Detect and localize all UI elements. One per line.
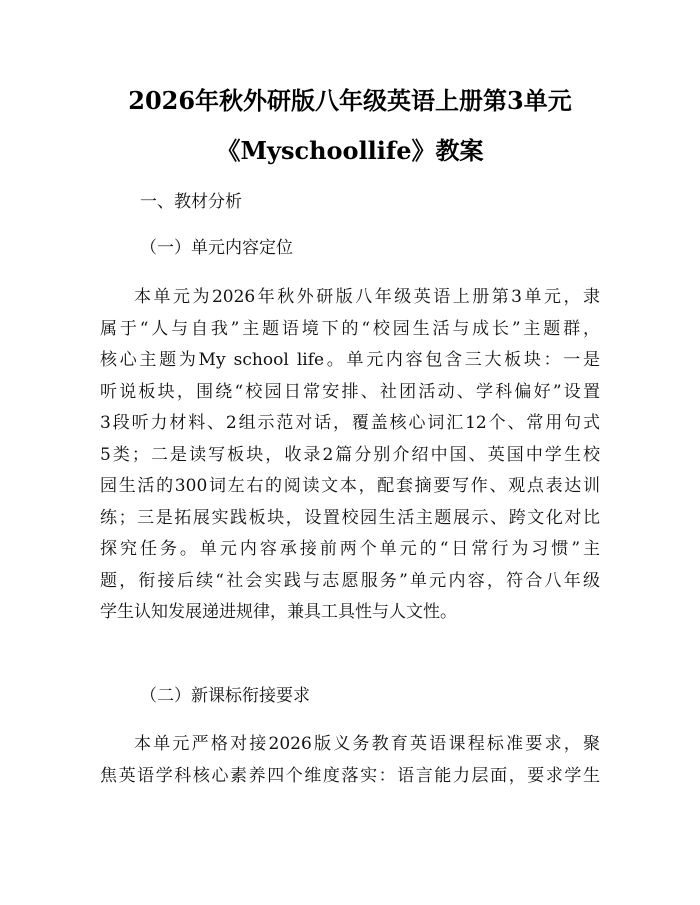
paragraph-curriculum-requirements (100, 729, 600, 792)
section-heading-textbook-analysis: 一、教材分析 (140, 192, 242, 212)
paragraph-line: 探究任务。单元内容承接前两个单元的“日常行为习惯”主 (100, 539, 600, 559)
paragraph-line: 焦英语学科核心素养四个维度落实：语言能力层面，要求学生 (100, 765, 600, 786)
paragraph-line: 学生认知发展递进规律，兼具工具性与人文性。 (100, 602, 457, 622)
paragraph-line: 5类；二是读写板块，收录2篇分别介绍中国、英国中学生校 (100, 444, 600, 465)
paragraph-line: 园生活的300词左右的阅读文本，配套摘要写作、观点表达训 (100, 476, 600, 496)
paragraph-line: 题，衔接后续“社会实践与志愿服务”单元内容，符合八年级 (100, 570, 600, 591)
paragraph-line: 本单元严格对接2026版义务教育英语课程标准要求，聚 (134, 734, 600, 754)
paragraph-line: 本单元为2026年秋外研版八年级英语上册第3单元，隶 (134, 287, 600, 307)
document-title-line-2: 《Myschoollife》教案 (216, 136, 484, 165)
paragraph-line: 听说板块，围绕“校园日常安排、社团活动、学科偏好”设置 (100, 381, 600, 402)
subsection-heading-curriculum-requirements: （二）新课标衔接要求 (140, 686, 310, 706)
paragraph-unit-positioning (100, 282, 600, 629)
subsection-heading-unit-positioning: （一）单元内容定位 (140, 238, 293, 258)
paragraph-line: 核心主题为My school life。单元内容包含三大板块：一是 (100, 350, 600, 370)
paragraph-line: 属于“人与自我”主题语境下的“校园生活与成长”主题群， (100, 318, 600, 339)
paragraph-line: 练；三是拓展实践板块，设置校园生活主题展示、跨文化对比 (100, 507, 600, 528)
paragraph-line: 3段听力材料、2组示范对话，覆盖核心词汇12个、常用句式 (100, 413, 600, 433)
document-title-line-1: 2026年秋外研版八年级英语上册第3单元 (128, 86, 572, 115)
